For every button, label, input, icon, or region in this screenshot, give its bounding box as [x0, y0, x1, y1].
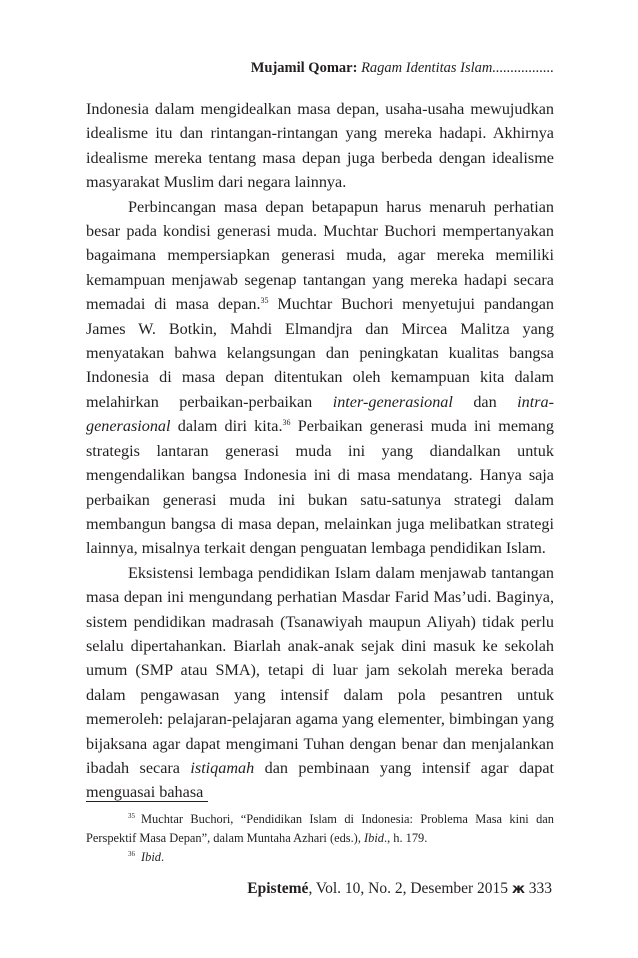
footnote-number: 36: [128, 850, 135, 858]
footnote-divider: [86, 801, 208, 802]
footnote-36: $^{36}$ Ibid.: [128, 850, 165, 864]
paragraph-2: Perbincangan masa depan betapapun harus menaruh perhatian besar pada kondisi generasi muda. Muchtar Buchori mempertanyakan bagaimana mempersiapkan generasi muda, agar mereka memiliki kemampuan menjawab segenap tantangan yang mereka hadapi secara memadai di masa depan.$^{35}$ Muchtar Buchori menyetujui pandangan James W. Botkin, Mahdi Elmandjra dan Mircea Malitza yang menyatakan bahwa kelangsungan dan peningkatan kualitas bangsa Indonesia di masa depan ditentukan oleh kemampuan kita dalam melahirkan perbaikan-perbaikan inter-generasional dan intra-generasional dalam diri kita.$^{36}$ Perbaikan generasi muda ini memang strategis lantaran generasi muda ini yang diandalkan untuk mengendalikan bangsa Indonesia ini di masa mendatang. Hanya saja perbaikan generasi muda ini bukan satu-satunya strategi dalam membangun bangsa di masa depan, melainkan juga melibatkan strategi lainnya, misalnya terkait dengan penguatan lembaga pendidikan Islam.: [86, 197, 555, 558]
header-separator: :: [352, 60, 358, 76]
term-intra-generasional: intra-generasional: [86, 392, 555, 436]
paragraph-1: Indonesia dalam mengidealkan masa depan, usaha-usaha mewujudkan idealisme itu dan rintangan-rintangan yang mereka hadapi. Akhirnya idealisme mereka tentang masa depan juga berbeda dengan idealisme masyarakat Muslim dari negara lainnya.: [86, 100, 554, 192]
header-title: Ragam Identitas Islam.................: [361, 60, 554, 76]
footer-citation: , Vol. 10, No. 2, Desember 2015: [308, 880, 509, 897]
footnotes: [86, 810, 554, 867]
term-istiqamah: istiqamah: [190, 758, 255, 777]
page-number: 333: [528, 880, 552, 897]
term-inter-generasional: inter-generasional: [332, 392, 453, 411]
footnote-ref-35[interactable]: 35: [260, 296, 269, 306]
body-text: [86, 97, 554, 805]
footer-journal-name: Epistemé: [247, 880, 309, 897]
footnote-35: $^{35}$ Muchtar Buchori, “Pendidikan Islam di Indonesia: Problema Masa kini dan Perspektif Masa Depan”, dalam Muntaha Azhari (eds.), Ibid., h. 179.: [86, 812, 554, 845]
paragraph-3: Eksistensi lembaga pendidikan Islam dalam menjawab tantangan masa depan ini mengundang perhatian Masdar Farid Mas’udi. Baginya, sistem pendidikan madrasah (Tsanawiyah maupun Aliyah) tidak perlu selalu dipertahankan. Biarlah anak-anak sejak dini masuk ke sekolah umum (SMP atau SMA), tetapi di luar jam sekolah mereka berada dalam pengawasan yang intensif dalam pola pesantren untuk memeroleh: pelajaran-pelajaran agama yang elementer, bimbingan yang bijaksana agar dapat mengimani Tuhan dengan benar dan menjalankan ibadah secara istiqamah dan pembinaan yang intensif agar dapat menguasai bahasa: [86, 563, 554, 802]
ornament-icon: ж: [511, 882, 525, 897]
running-header: [86, 60, 554, 77]
footnote-ref-36[interactable]: 36: [282, 418, 291, 428]
header-author: Mujamil Qomar: [250, 60, 353, 76]
footnote-number: 35: [128, 812, 135, 820]
page-footer: [86, 880, 552, 898]
